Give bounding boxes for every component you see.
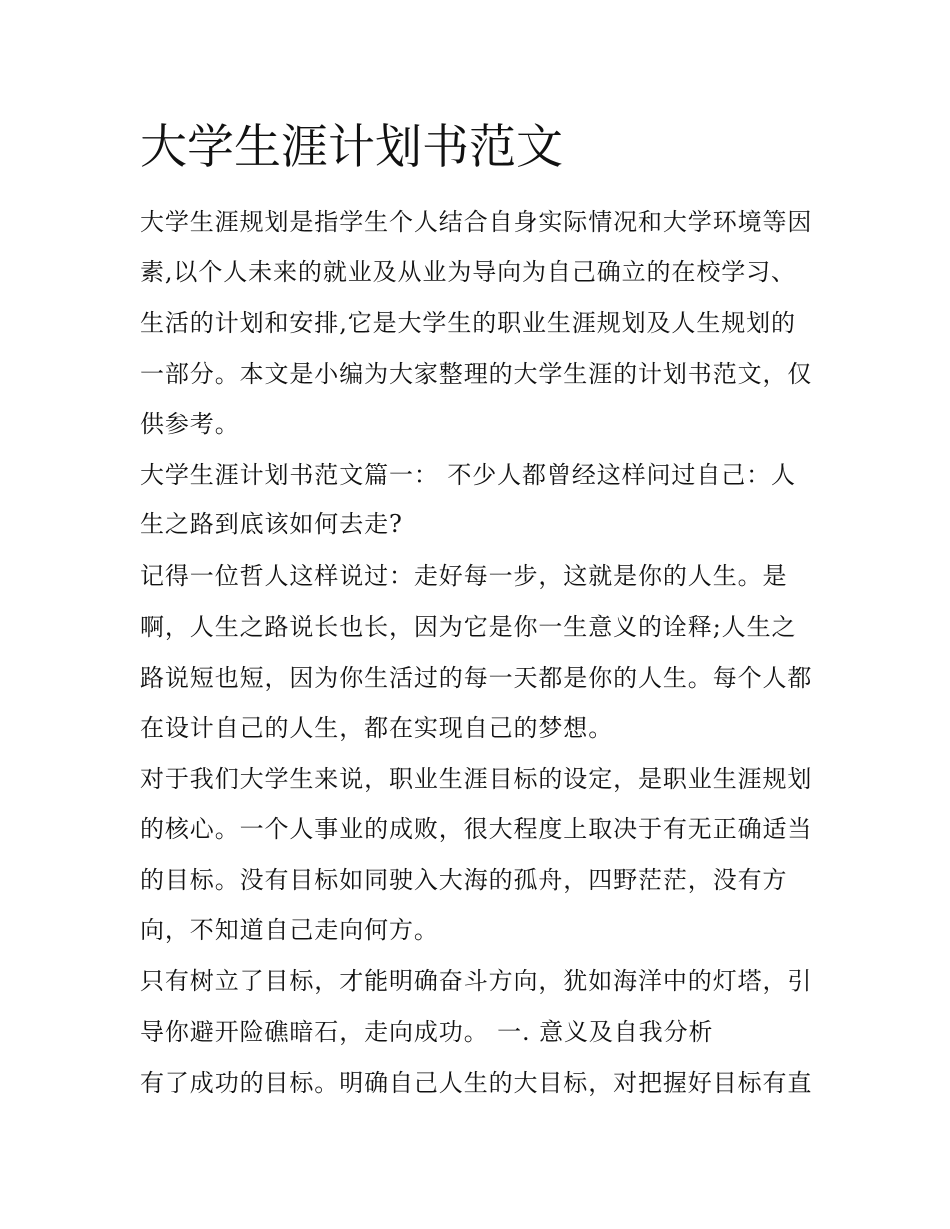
body-line: 大学生涯规划是指学生个人结合自身实际情况和大学环境等因 (140, 208, 813, 236)
body-line: 向，不知道自己走向何方。 (140, 916, 439, 944)
body-line: 啊，人生之路说长也长，因为它是你一生意义的诠释;人生之 (140, 613, 797, 641)
body-line: 的核心。一个人事业的成败，很大程度上取决于有无正确适当 (140, 815, 813, 843)
body-line: 素,以个人未来的就业及从业为导向为自己确立的在校学习、 (140, 258, 796, 286)
body-line: 路说短也短，因为你生活过的每一天都是你的人生。每个人都 (140, 664, 813, 692)
body-line: 只有树立了目标，才能明确奋斗方向，犹如海洋中的灯塔，引 (140, 967, 813, 995)
body-line: 对于我们大学生来说，职业生涯目标的设定，是职业生涯规划 (140, 765, 813, 793)
body-line: 生之路到底该如何去走? (140, 510, 403, 538)
body-line: 供参考。 (140, 410, 240, 438)
document-title: 大学生涯计划书范文 (140, 120, 563, 175)
body-line: 在设计自己的人生，都在实现自己的梦想。 (140, 714, 614, 742)
body-line: 生活的计划和安排,它是大学生的职业生涯规划及人生规划的 (140, 309, 796, 337)
body-line: 大学生涯计划书范文篇一： 不少人都曾经这样问过自己：人 (140, 461, 796, 489)
body-line: 导你避开险礁暗石，走向成功。 一. 意义及自我分析 (140, 1018, 714, 1046)
body-line: 有了成功的目标。明确自己人生的大目标，对把握好目标有直 (140, 1069, 813, 1097)
body-line: 记得一位哲人这样说过：走好每一步，这就是你的人生。是 (140, 562, 788, 590)
body-line: 一部分。本文是小编为大家整理的大学生涯的计划书范文，仅 (140, 360, 813, 388)
body-line: 的目标。没有目标如同驶入大海的孤舟，四野茫茫，没有方 (140, 866, 788, 894)
